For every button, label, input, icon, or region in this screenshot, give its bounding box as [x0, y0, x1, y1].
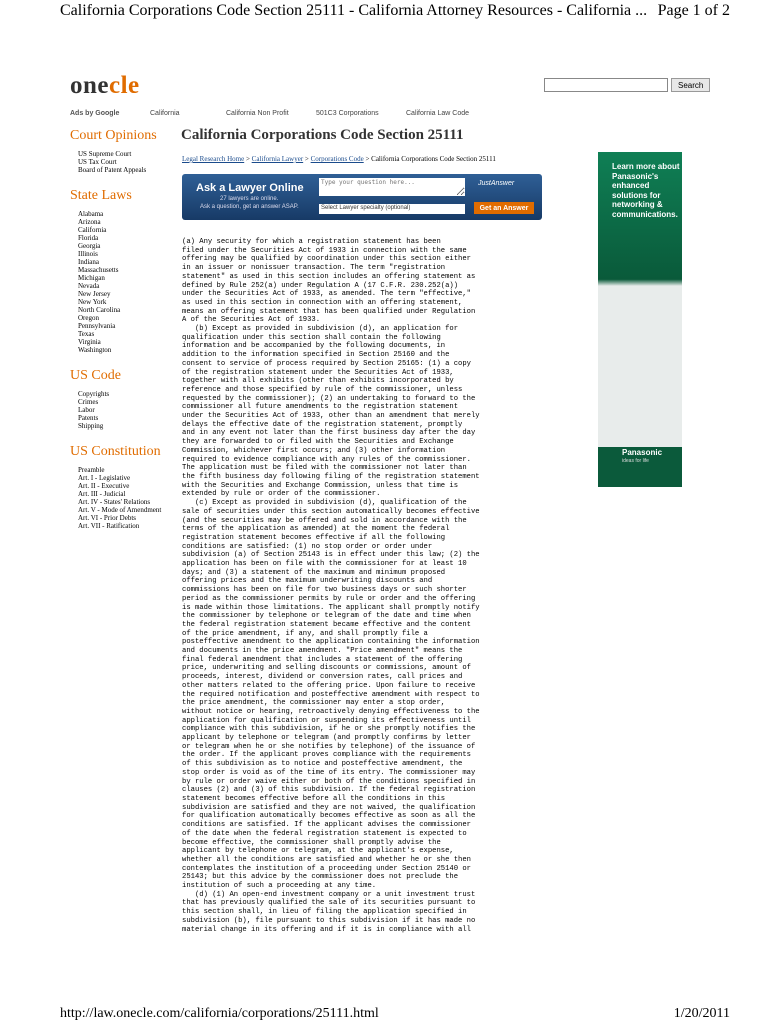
- state-laws-list: [78, 210, 180, 354]
- sidebar-link[interactable]: Art. III - Judicial: [78, 490, 126, 498]
- page-title: California Corporations Code Section 25111: [181, 127, 464, 143]
- ask-lawyer-heading: Ask a Lawyer Online: [196, 182, 304, 194]
- sidebar-link[interactable]: Shipping: [78, 422, 104, 430]
- sidebar-link[interactable]: Art. II - Executive: [78, 482, 130, 490]
- state-laws-heading: State Laws: [70, 188, 132, 203]
- sidebar: [70, 128, 180, 544]
- sidebar-link[interactable]: Alabama: [78, 210, 104, 218]
- sidebar-link[interactable]: Florida: [78, 234, 99, 242]
- specialty-select[interactable]: Select Lawyer specialty (optional): [319, 204, 465, 214]
- sidebar-link[interactable]: Georgia: [78, 242, 101, 250]
- breadcrumb-code-link[interactable]: Corporations Code: [310, 155, 364, 163]
- sidebar-link[interactable]: Nevada: [78, 282, 100, 290]
- us-code-list: [78, 390, 180, 430]
- sidebar-link[interactable]: Art. IV - States' Relations: [78, 498, 151, 506]
- statute-text: (a) Any security for which a registration statement has been filed under the Securities Act of 1933 in connection with the same offering may be qualified by coordination under this section either in an issuer or nonissuer transaction. The term "registration statement" as used in this section includes an offering statement as defined by Rule 252(a) under Regulation A (17 C.F.R. 230.252(a)) under the Securities Act of 1933, as amended. The term "effective," as used in this section in connection with an offering statement, means an offering statement that has been qualified under Regulation A of the Securities Act of 1933. (b) Except as provided in subdivision (d), an application for qualification under this section shall contain the following information and be accompanied by the following documents, in addition to the information specified in Section 25160 and the consent to service of process required by Section 25165: (1) a copy of the registration statement under the Securities Act of 1933, together with all exhibits (other than exhibits incorporated by reference and those specified by rule of the commissioner, unless requested by the commissioner); (2) an undertaking to forward to the commissioner all future amendments to the registration statement under the Securities Act of 1933, other than an amendment that merely delays the effective date of the registration statement, promptly and in any event not later than the first business day after the day they are forwarded to or filed with the Securities and Exchange Commission, whichever first occurs; and (3) other information required to evidence compliance with any rules of the commissioner. The application must be filed with the commissioner not later than the fifth business day following filing of the registration statement with the Securities and Exchange Commission, unless that time is extended by rule or order of the commissioner. (c) Except as provided in subdivision (d), qualification of the sale of securities under this section automatically becomes effective (and the securities may be offered and sold in accordance with the terms of the application as amended) at the moment the federal registration statement becomes effective if all the following conditions are satisfied: (1) no stop order or order under subdivision (a) of Section 25143 is in effect under this law; (2) the application has been on file with the commissioner for at least 10 days; and (3) a statement of the maximum and minimum proposed offering prices and the maximum underwriting discounts and commissions has been on file for two business days or such shorter period as the commissioner permits by rule or order and the offering is made within those limitations. The applicant shall promptly notify the commissioner by telephone or telegram of the date and time when the federal registration statement became effective and the content of the price amendment, if any, and shall promptly file a posteffective amendment to the application containing the information and documents in the price amendment. "Price amendment" means the final federal amendment that includes a statement of the offering price, underwriting and selling discounts or commissions, amount of proceeds, interest, dividend or conversion rates, call prices and other matters related to the offering price. Upon failure to receive the required notification and posteffective amendment with respect to the price amendment, the commissioner may enter a stop order, without notice or hearing, retroactively denying effectiveness to the application for qualification or suspending its effectiveness until compliance with this subdivision, if he or she promptly notifies the applicant by telephone or telegram (and promptly confirms by letter or telegram when he or she notifies by telephone) of the issuance of the order. If the applicant proves compliance with the requirements of this subdivision as to notice and posteffective amendment, the stop order is void as of the time of its entry. The commissioner may by rule or order waive either or both of the conditions specified in clauses (2) and (3) of this subdivision. If the federal registration statement becomes effective before all the conditions in this subdivision are satisfied and they are not waived, the qualification for qualification automatically becomes effective as soon as all the conditions are satisfied. If the applicant advises the commissioner of the date when the federal registration statement is expected to become effective, the commissioner shall promptly advise the applicant by telephone or telegram, at the applicant's expense, whether all the conditions are satisfied and whether he or she then contemplates the institution of a proceeding under Section 25140 or 25143; but this advice by the commissioner does not preclude the institution of such a proceeding at any time. (d) (1) An open-end investment company or a unit investment trust that has previously qualified the sale of its securities pursuant to this section shall, in lieu of filing the application specified in subdivision (b), file pursuant to this subdivision if it has made no material change in its offering and if it is in compliance with all: [182, 238, 480, 934]
- print-footer: [60, 1006, 730, 1022]
- sidebar-link[interactable]: Copyrights: [78, 390, 110, 398]
- sidebar-link[interactable]: Art. I - Legislative: [78, 474, 131, 482]
- sidebar-link[interactable]: Pennsylvania: [78, 322, 116, 330]
- search-button[interactable]: Search: [671, 78, 710, 92]
- panasonic-ad[interactable]: [598, 152, 682, 487]
- ad-link[interactable]: California: [150, 110, 180, 117]
- print-date: 1/20/2011: [673, 1006, 730, 1021]
- lawyers-online-count: 27 lawyers are online.: [220, 196, 279, 202]
- sidebar-link[interactable]: Texas: [78, 330, 95, 338]
- sidebar-link[interactable]: Art. VI - Prior Debts: [78, 514, 137, 522]
- court-opinions-list: [78, 150, 180, 174]
- sidebar-link[interactable]: Crimes: [78, 398, 99, 406]
- sidebar-link[interactable]: Arizona: [78, 218, 101, 226]
- sidebar-link[interactable]: California: [78, 226, 107, 234]
- breadcrumb-lawyer-link[interactable]: California Lawyer: [251, 155, 304, 163]
- sidebar-link[interactable]: Indiana: [78, 258, 99, 266]
- sidebar-link[interactable]: US Tax Court: [78, 158, 117, 166]
- ad-link[interactable]: California Non Profit: [226, 110, 289, 117]
- us-code-heading: US Code: [70, 368, 121, 383]
- print-url: http://law.onecle.com/california/corporations/25111.html: [60, 1006, 379, 1021]
- ads-by-google-label: Ads by Google: [70, 110, 120, 117]
- print-title: California Corporations Code Section 25111 - California Attorney Resources - California ...: [60, 2, 648, 19]
- logo-part-one: one: [70, 72, 109, 99]
- sidebar-link[interactable]: Art. VII - Ratification: [78, 522, 140, 530]
- print-page-number: Page 1 of 2: [657, 2, 730, 19]
- justanswer-logo: JustAnswer: [478, 180, 515, 187]
- sidebar-link[interactable]: US Supreme Court: [78, 150, 132, 158]
- site-logo[interactable]: [70, 72, 140, 100]
- ad-text: Learn more about Panasonic's enhanced solutions for networking & communications.: [612, 162, 680, 219]
- sidebar-link[interactable]: Oregon: [78, 314, 99, 322]
- get-answer-button[interactable]: Get an Answer: [474, 202, 534, 214]
- sidebar-link[interactable]: Labor: [78, 406, 95, 414]
- ad-link[interactable]: 501C3 Corporations: [316, 110, 379, 117]
- sidebar-link[interactable]: Art. V - Mode of Amendment: [78, 506, 162, 514]
- sidebar-link[interactable]: Illinois: [78, 250, 98, 258]
- ask-lawyer-widget: [182, 174, 542, 220]
- sidebar-link[interactable]: Michigan: [78, 274, 105, 282]
- sidebar-link[interactable]: Board of Patent Appeals: [78, 166, 147, 174]
- sidebar-link[interactable]: New York: [78, 298, 107, 306]
- sidebar-link[interactable]: Patents: [78, 414, 99, 422]
- breadcrumb-home-link[interactable]: Legal Research Home: [182, 155, 245, 163]
- ask-lawyer-subtext: Ask a question, get an answer ASAP.: [200, 204, 299, 210]
- search-bar: [544, 78, 710, 92]
- us-constitution-list: [78, 466, 180, 530]
- breadcrumb-current: California Corporations Code Section 25111: [371, 155, 496, 163]
- sidebar-link[interactable]: Massachusetts: [78, 266, 119, 274]
- sidebar-link[interactable]: Washington: [78, 346, 112, 354]
- logo-part-two: cle: [109, 72, 140, 99]
- sidebar-link[interactable]: Virginia: [78, 338, 101, 346]
- sidebar-link[interactable]: New Jersey: [78, 290, 111, 298]
- breadcrumb: Legal Research Home > California Lawyer > Corporations Code > California Corporations Code Section 25111: [182, 155, 496, 163]
- us-constitution-heading: US Constitution: [70, 444, 161, 459]
- question-input[interactable]: [319, 178, 465, 196]
- court-opinions-heading: Court Opinions: [70, 128, 157, 143]
- ad-brand: Panasonic: [622, 448, 663, 457]
- sidebar-link[interactable]: Preamble: [78, 466, 105, 474]
- sidebar-link[interactable]: North Carolina: [78, 306, 121, 314]
- ad-tagline: ideas for life: [622, 458, 649, 464]
- print-header: [60, 2, 730, 20]
- ad-link[interactable]: California Law Code: [406, 110, 470, 117]
- search-input[interactable]: [544, 78, 668, 92]
